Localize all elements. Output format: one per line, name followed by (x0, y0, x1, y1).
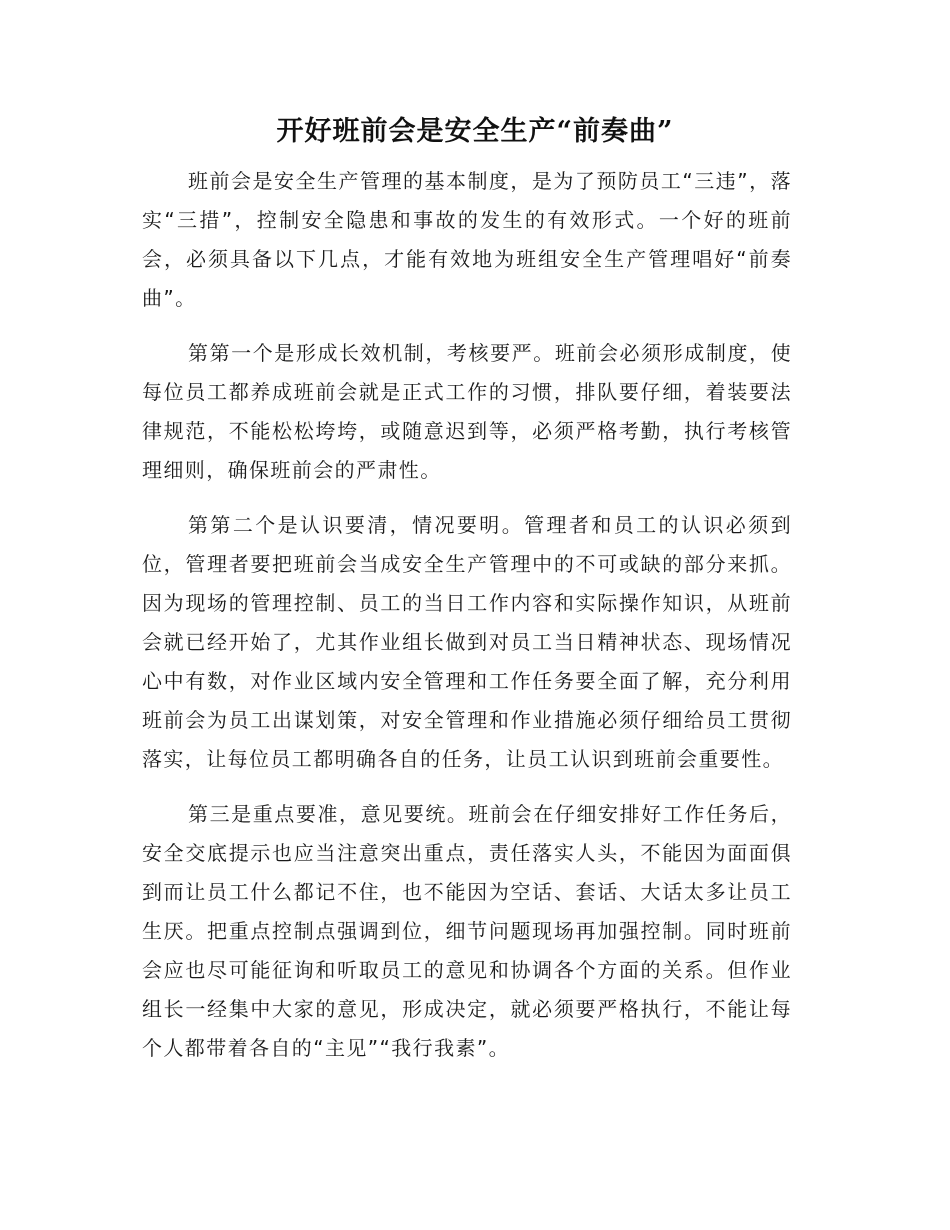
paragraph-second-point: 第第二个是认识要清，情况要明。管理者和员工的认识必须到位，管理者要把班前会当成安全生产管理中的不可或缺的部分来抓。因为现场的管理控制、员工的当日工作内容和实际操作知识，从班前会就已经开始了，尤其作业组长做到对员工当日精神状态、现场情况心中有数，对作业区域内安全管理和工作任务要全面了解，充分利用班前会为员工出谋划策，对安全管理和作业措施必须仔细给员工贯彻落实，让每位员工都明确各自的任务，让员工认识到班前会重要性。 (142, 513, 792, 771)
paragraph-first-point: 第第一个是形成长效机制，考核要严。班前会必须形成制度，使每位员工都养成班前会就是正式工作的习惯，排队要仔细，着装要法律规范，不能松松垮垮，或随意迟到等，必须严格考勤，执行考核管理细则，确保班前会的严肃性。 (142, 341, 792, 482)
document-body (142, 162, 792, 1084)
paragraph-third-point: 第三是重点要准，意见要统。班前会在仔细安排好工作任务后，安全交底提示也应当注意突出重点，责任落实人头，不能因为面面俱到而让员工什么都记不住，也不能因为空话、套话、大话太多让员工生厌。把重点控制点强调到位，细节问题现场再加强控制。同时班前会应也尽可能征询和听取员工的意见和协调各个方面的关系。但作业组长一经集中大家的意见，形成决定，就必须要严格执行，不能让每个人都带着各自的“主见”“我行我素”。 (142, 802, 792, 1060)
paragraph-intro: 班前会是安全生产管理的基本制度，是为了预防员工“三违”，落实“三措”，控制安全隐患和事故的发生的有效形式。一个好的班前会，必须具备以下几点，才能有效地为班组安全生产管理唱好“前奏曲”。 (142, 169, 792, 310)
document-title: 开好班前会是安全生产“前奏曲” (276, 116, 674, 147)
